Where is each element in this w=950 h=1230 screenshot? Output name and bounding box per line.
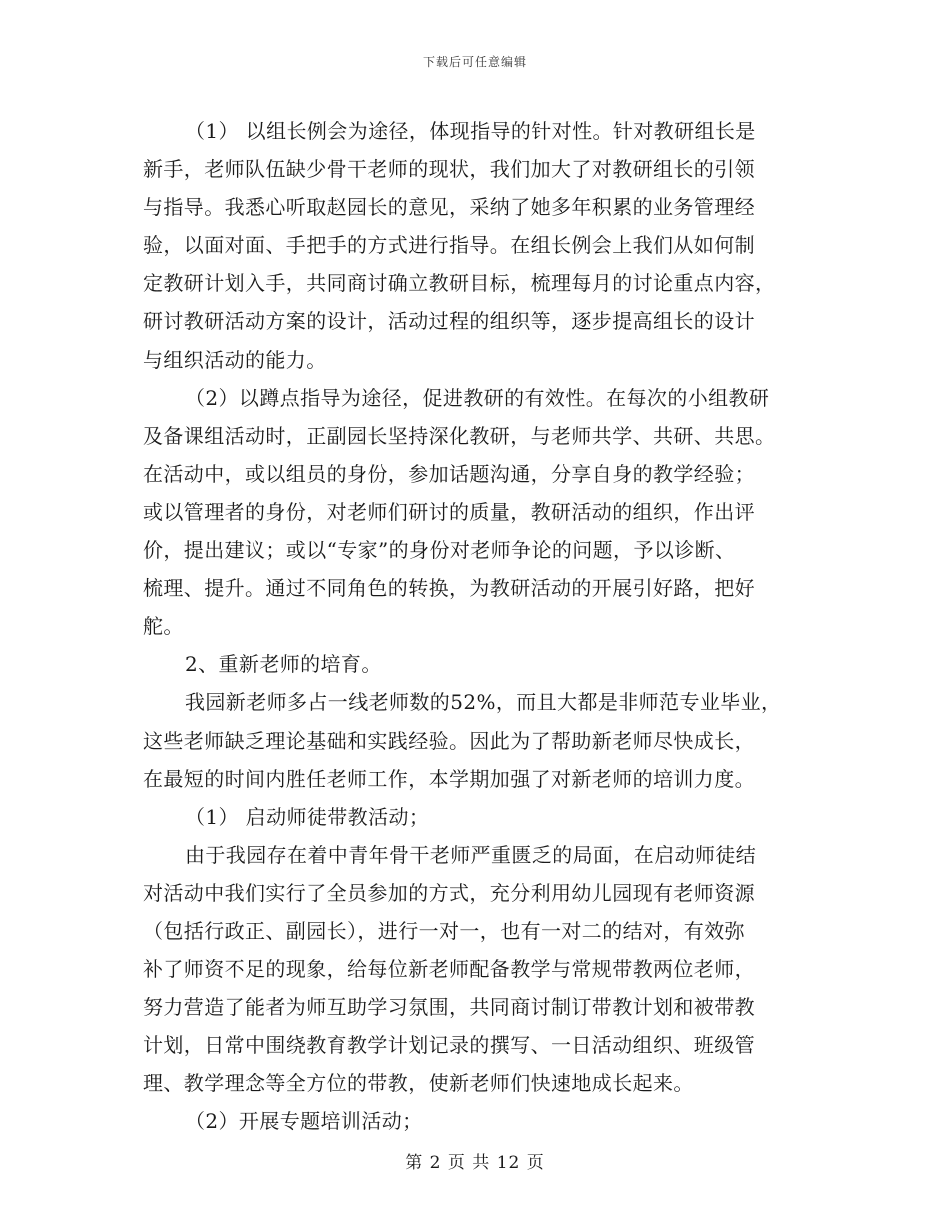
text-line: 与组织活动的能力。 (143, 347, 327, 372)
text-line: 验，以面对面、手把手的方式进行指导。在组长例会上我们从如何制 (143, 233, 755, 258)
text-line: 或以管理者的身份，对老师们研讨的质量，教研活动的组织，作出评 (143, 499, 755, 524)
page-number: 第 2 页 共 12 页 (405, 1153, 545, 1173)
text-line: 这些老师缺乏理论基础和实践经验。因此为了帮助新老师尽快成长， (143, 728, 755, 753)
text-line: 与指导。我悉心听取赵园长的意见，采纳了她多年积累的业务管理经 (143, 195, 755, 220)
text-line: 价，提出建议；或以“专家”的身份对老师争论的问题，予以诊断、 (143, 538, 736, 563)
text-line: 梳理、提升。通过不同角色的转换，为教研活动的开展引好路，把好 (143, 576, 755, 601)
text-line: 在最短的时间内胜任老师工作，本学期加强了对新老师的培训力度。 (143, 766, 755, 791)
text-line: 由于我园存在着中青年骨干老师严重匮乏的局面，在启动师徒结 (185, 842, 757, 867)
text-line: （包括行政正、副园长），进行一对一，也有一对二的结对，有效弥 (143, 918, 745, 943)
text-line: （2）以蹲点指导为途径，促进教研的有效性。在每次的小组教研 (185, 385, 770, 410)
page-header: 下载后可任意编辑 (422, 55, 527, 69)
text-line: 舵。 (143, 614, 184, 639)
text-line: 定教研计划入手，共同商讨确立教研目标，梳理每月的讨论重点内容， (143, 271, 776, 296)
section-heading: 2、重新老师的培育。 (185, 652, 382, 677)
text-line: 理、教学理念等全方位的带教，使新老师们快速地成长起来。 (143, 1071, 694, 1096)
subsection-heading: （1） 启动师徒带教活动； (185, 804, 430, 829)
text-line: （1） 以组长例会为途径，体现指导的针对性。针对教研组长是 (185, 119, 756, 143)
text-line: 努力营造了能者为师互助学习氛围，共同商讨制订带教计划和被带教 (143, 995, 755, 1020)
subsection-heading: （2）开展专题培训活动； (185, 1109, 423, 1134)
text-line: 在活动中，或以组员的身份，参加话题沟通，分享自身的教学经验； (143, 461, 755, 486)
document-body (143, 112, 813, 1141)
text-line: 计划，日常中围绕教育教学计划记录的撰写、一日活动组织、班级管 (143, 1033, 755, 1058)
text-line: 及备课组活动时，正副园长坚持深化教研，与老师共学、共研、共思。 (143, 423, 776, 448)
text-line: 补了师资不足的现象，给每位新老师配备教学与常规带教两位老师， (143, 957, 755, 982)
text-line: 对活动中我们实行了全员参加的方式，充分利用幼儿园现有老师资源 (143, 880, 755, 905)
text-line: 我园新老师多占一线老师数的52%，而且大都是非师范专业毕业， (185, 690, 782, 715)
text-line: 新手，老师队伍缺少骨干老师的现状，我们加大了对教研组长的引领 (143, 157, 755, 182)
text-line: 研讨教研活动方案的设计，活动过程的组织等，逐步提高组长的设计 (143, 309, 755, 334)
